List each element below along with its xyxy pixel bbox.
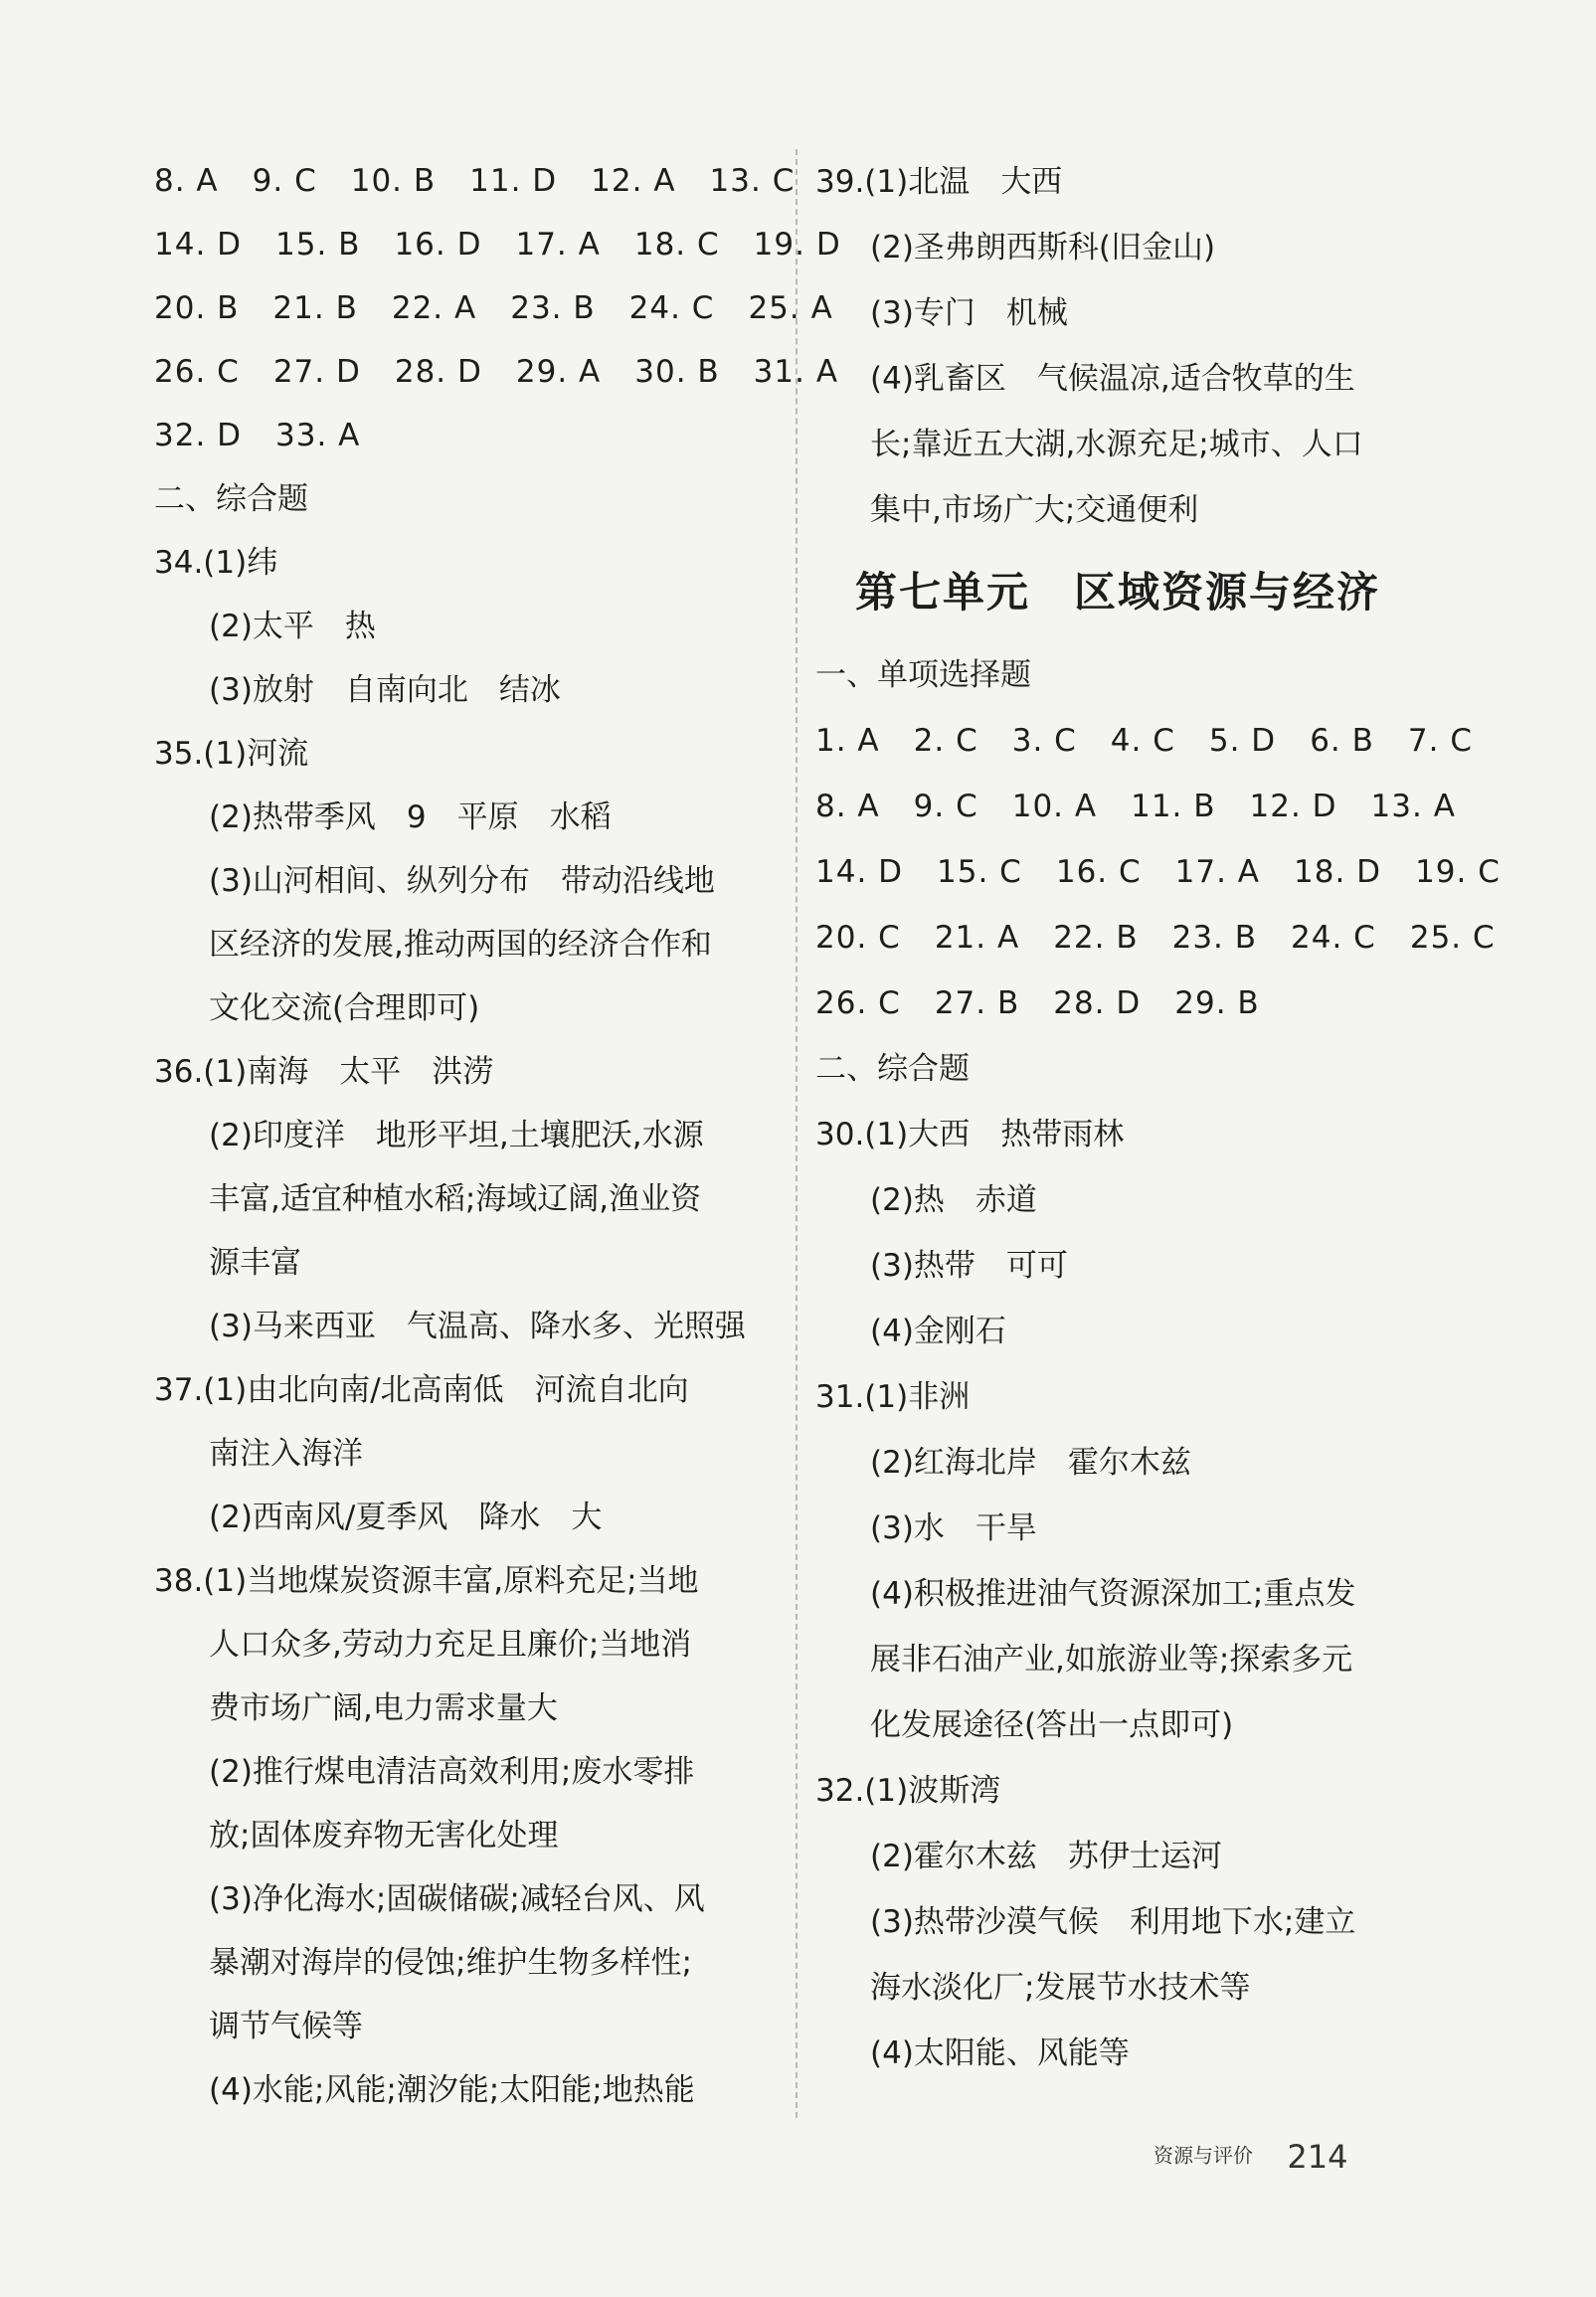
choice-answer: 19. C [1415, 854, 1501, 890]
answer-line: (3)山河相间、纵列分布 带动沿线地 [209, 863, 715, 899]
choice-answer: 9. C [252, 163, 317, 199]
answer-line: (3)净化海水;固碳储碳;减轻台风、风 [209, 1881, 705, 1917]
answer-line: 丰富,适宜种植水稻;海域辽阔,渔业资 [209, 1181, 702, 1217]
choice-answer: 26. C [815, 985, 901, 1021]
right-comprehensive-answers [815, 1036, 1452, 2086]
choice-answer: 18. D [1294, 854, 1382, 890]
answer-line: (3)马来西亚 气温高、降水多、光照强 [209, 1309, 746, 1344]
choice-answer: 17. A [515, 227, 601, 263]
choice-answer: 8. A [815, 789, 880, 824]
choice-answer-row [815, 774, 1456, 839]
page-footer [1153, 2138, 1347, 2176]
answer-line: 二、综合题 [154, 481, 308, 517]
choice-answer: 26. C [154, 354, 240, 390]
choice-answer: 22. B [1053, 920, 1139, 956]
choice-answer: 13. C [709, 163, 796, 199]
answer-line: 源丰富 [209, 1245, 301, 1281]
answer-line: 海水淡化厂;发展节水技术等 [870, 1970, 1251, 2006]
answer-line: (4)积极推进油气资源深加工;重点发 [870, 1576, 1356, 1612]
choice-answer: 28. D [394, 354, 482, 390]
answer-line: 34.(1)纬 [154, 545, 278, 581]
choice-answer: 3. C [1011, 723, 1077, 759]
choice-answer-row [815, 905, 1496, 971]
answer-line: (3)热带 可可 [870, 1248, 1068, 1284]
answer-line: 暴潮对海岸的侵蚀;维护生物多样性; [209, 1945, 692, 1981]
choice-answer: 32. D [154, 418, 243, 453]
choice-answer-row [815, 708, 1473, 774]
choice-answer: 25. A [748, 290, 833, 326]
choice-answer: 27. D [272, 354, 361, 390]
choice-answer: 16. D [394, 227, 482, 263]
choice-answer: 8. A [154, 163, 219, 199]
answer-line: (3)放射 自南向北 结冰 [209, 672, 561, 708]
answer-line: (2)西南风/夏季风 降水 大 [209, 1500, 603, 1535]
answer-line: (2)红海北岸 霍尔木兹 [870, 1445, 1191, 1481]
choice-answer: 30. B [634, 354, 720, 390]
choice-answer: 23. B [510, 290, 596, 326]
choice-answer-row [154, 213, 841, 276]
choice-answer: 11. D [469, 163, 558, 199]
answer-line: (4)乳畜区 气候温凉,适合牧草的生 [870, 361, 1355, 397]
footer-label: 资源与评价 [1153, 2143, 1253, 2168]
choice-answer: 24. C [628, 290, 715, 326]
choice-answer: 10. A [1011, 789, 1098, 824]
answer-line: (4)金刚石 [870, 1314, 1006, 1349]
answer-line: 放;固体废弃物无害化处理 [209, 1818, 559, 1854]
answer-line: (2)印度洋 地形平坦,土壤肥沃,水源 [209, 1118, 704, 1153]
left-comprehensive-answers [154, 467, 791, 2122]
answer-line: (4)太阳能、风能等 [870, 2035, 1130, 2071]
left-choice-answers [154, 149, 841, 467]
choice-answer-row [154, 149, 796, 213]
choice-answer-row [815, 839, 1501, 905]
answer-line: 展非石油产业,如旅游业等;探索多元 [870, 1642, 1353, 1678]
choice-answer: 2. C [913, 723, 978, 759]
left-column [154, 149, 841, 2122]
choice-answer: 4. C [1110, 723, 1175, 759]
answer-line: 30.(1)大西 热带雨林 [815, 1117, 1125, 1152]
answer-line: 区经济的发展,推动两国的经济合作和 [209, 927, 712, 963]
choice-answer: 20. B [154, 290, 240, 326]
choice-answer: 22. A [391, 290, 477, 326]
answer-line: 费市场广阔,电力需求量大 [209, 1690, 558, 1726]
choice-answer: 1. A [815, 723, 880, 759]
choice-answer: 21. B [272, 290, 358, 326]
choice-answer: 28. D [1053, 985, 1142, 1021]
answer-line: 调节气候等 [209, 2009, 363, 2044]
choice-answer: 15. C [937, 854, 1022, 890]
column-divider [796, 149, 798, 2118]
answer-line: (3)专门 机械 [870, 295, 1068, 331]
answer-line: 39.(1)北温 大西 [815, 164, 1063, 200]
choice-answer: 23. B [1171, 920, 1258, 956]
choice-answer-row [154, 340, 839, 404]
section-heading: 一、单项选择题 [815, 657, 1031, 693]
right-top-answers [815, 149, 1452, 543]
choice-answer: 6. B [1310, 723, 1374, 759]
answer-line: 31.(1)非洲 [815, 1379, 971, 1415]
choice-answer-row [815, 971, 1452, 1036]
answer-line: (2)圣弗朗西斯科(旧金山) [870, 230, 1216, 265]
answer-line: 37.(1)由北向南/北高南低 河流自北向 [154, 1372, 689, 1408]
right-column [815, 149, 1501, 2086]
choice-answer: 16. C [1055, 854, 1142, 890]
answer-line: 集中,市场广大;交通便利 [870, 492, 1199, 528]
answer-line: 38.(1)当地煤炭资源丰富,原料充足;当地 [154, 1563, 699, 1599]
answer-line: (2)太平 热 [209, 609, 376, 644]
unit-title: 第七单元 区域资源与经济 [855, 568, 1381, 617]
answer-line: (3)水 干旱 [870, 1510, 1037, 1546]
answer-line: 人口众多,劳动力充足且廉价;当地消 [209, 1627, 692, 1663]
choice-answer: 24. C [1291, 920, 1376, 956]
answer-line: 长;靠近五大湖,水源充足;城市、人口 [870, 427, 1363, 462]
answer-line: (4)水能;风能;潮汐能;太阳能;地热能 [209, 2072, 695, 2108]
answer-line: (3)热带沙漠气候 利用地下水;建立 [870, 1904, 1356, 1940]
choice-answer: 27. B [934, 985, 1020, 1021]
right-choice-answers [815, 708, 1501, 1036]
choice-answer: 15. B [275, 227, 361, 263]
choice-answer: 19. D [753, 227, 841, 263]
choice-answer: 12. A [591, 163, 676, 199]
answer-line: 南注入海洋 [209, 1436, 363, 1472]
answer-line: (2)推行煤电清洁高效利用;废水零排 [209, 1754, 695, 1790]
choice-answer: 14. D [815, 854, 904, 890]
page-number: 214 [1287, 2138, 1348, 2176]
choice-answer-row [154, 276, 833, 340]
choice-answer: 12. D [1249, 789, 1337, 824]
answer-line: 32.(1)波斯湾 [815, 1773, 1001, 1809]
choice-answer: 7. C [1407, 723, 1473, 759]
answer-line: (2)热 赤道 [870, 1182, 1037, 1218]
choice-answer: 5. D [1208, 723, 1277, 759]
answer-line: (2)霍尔木兹 苏伊士运河 [870, 1839, 1222, 1874]
choice-answer: 17. A [1174, 854, 1261, 890]
answer-line: 36.(1)南海 太平 洪涝 [154, 1054, 494, 1090]
answer-line: 35.(1)河流 [154, 736, 309, 772]
choice-answer: 29. A [515, 354, 602, 390]
choice-answer: 20. C [815, 920, 901, 956]
choice-answer: 25. C [1409, 920, 1496, 956]
choice-answer: 14. D [154, 227, 243, 263]
choice-answer: 29. B [1174, 985, 1260, 1021]
answer-line: 化发展途径(答出一点即可) [870, 1707, 1234, 1743]
answer-line: 二、综合题 [815, 1051, 970, 1087]
choice-answer: 33. A [275, 418, 361, 453]
choice-answer: 21. A [934, 920, 1020, 956]
answer-line: 文化交流(合理即可) [209, 990, 480, 1026]
choice-answer: 11. B [1131, 789, 1216, 824]
choice-answer: 13. A [1370, 789, 1456, 824]
choice-answer: 9. C [913, 789, 978, 824]
choice-answer: 10. B [350, 163, 437, 199]
choice-answer: 18. C [633, 227, 720, 263]
choice-answer-row [154, 404, 791, 467]
answer-line: (2)热带季风 9 平原 水稻 [209, 799, 612, 835]
choice-answer: 31. A [753, 354, 839, 390]
